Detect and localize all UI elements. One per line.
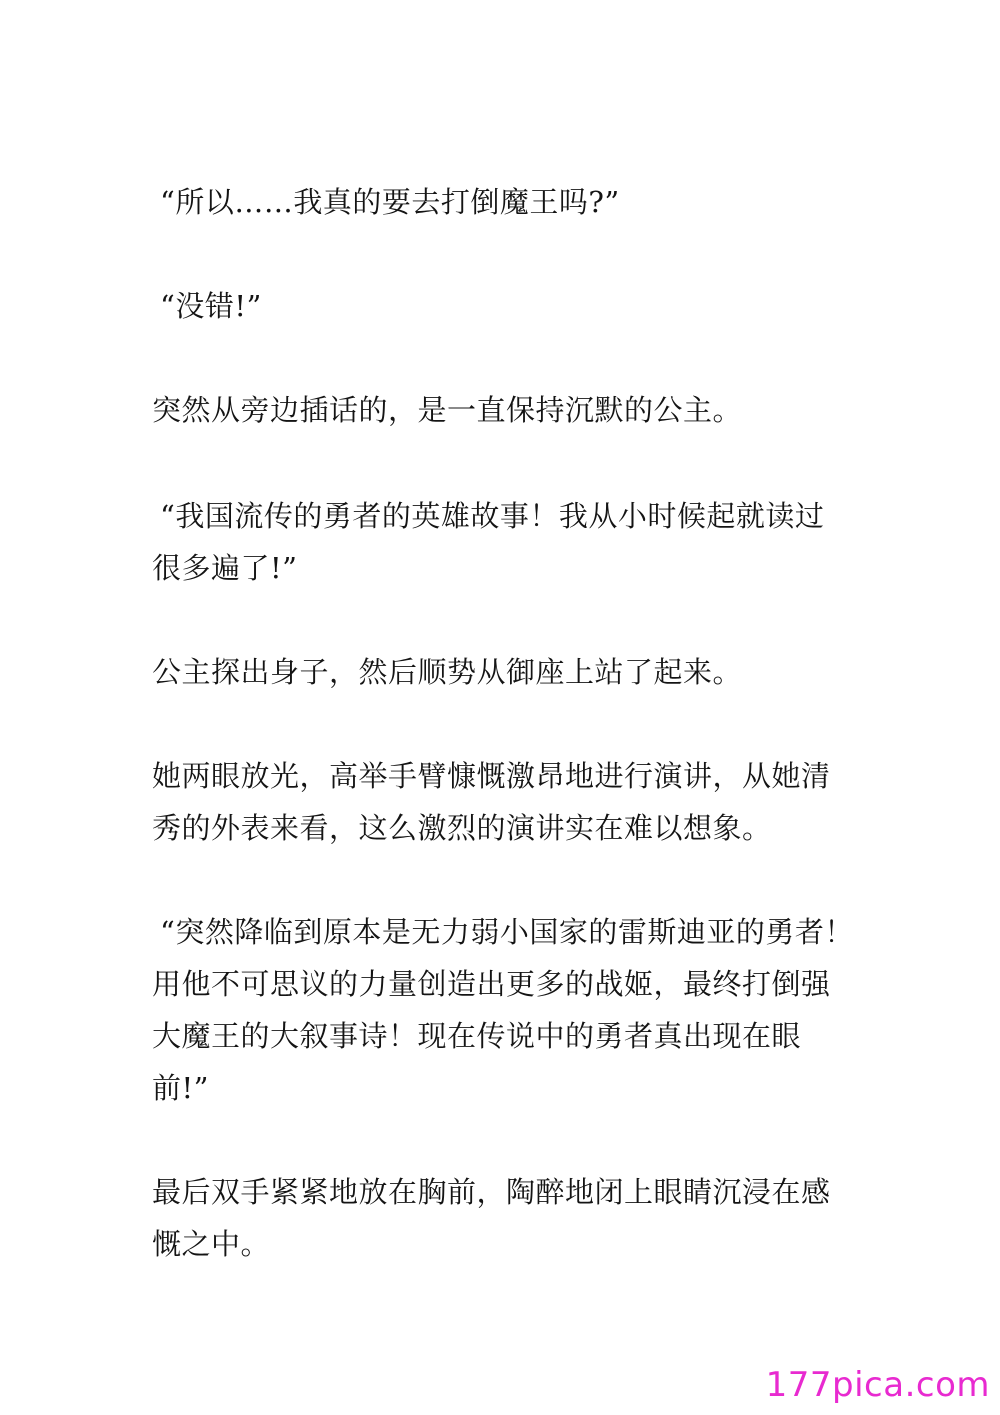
text-line: 大魔王的大叙事诗！现在传说中的勇者真出现在眼 xyxy=(152,1019,802,1053)
paragraph-8 xyxy=(152,1166,872,1270)
paragraph-1 xyxy=(160,176,880,228)
text-line: 公主探出身子，然后顺势从御座上站了起来。 xyxy=(152,655,743,689)
text-line: 最后双手紧紧地放在胸前，陶醉地闭上眼睛沉浸在感 xyxy=(152,1175,831,1209)
paragraph-3 xyxy=(152,384,872,436)
text-line: 突然从旁边插话的，是一直保持沉默的公主。 xyxy=(152,393,743,427)
paragraph-2 xyxy=(160,280,880,332)
text-line: “所以……我真的要去打倒魔王吗?” xyxy=(160,185,620,219)
site-watermark: 177pica.com xyxy=(765,1365,990,1405)
paragraph-6 xyxy=(152,750,872,854)
text-line: 用他不可思议的力量创造出更多的战姬，最终打倒强 xyxy=(152,967,831,1001)
text-line: “突然降临到原本是无力弱小国家的雷斯迪亚的勇者！ xyxy=(160,915,854,949)
text-line: 秀的外表来看，这么激烈的演讲实在难以想象。 xyxy=(152,811,772,845)
paragraph-7 xyxy=(152,906,880,1114)
text-line: 很多遍了!” xyxy=(152,551,298,585)
text-line: 她两眼放光，高举手臂慷慨激昂地进行演讲，从她清 xyxy=(152,759,831,793)
text-line: “我国流传的勇者的英雄故事！我从小时候起就读过 xyxy=(160,499,825,533)
text-line: “没错!” xyxy=(160,289,262,323)
text-line: 前!” xyxy=(152,1071,209,1105)
paragraph-4 xyxy=(152,490,880,594)
paragraph-5 xyxy=(152,646,872,698)
text-line: 慨之中。 xyxy=(152,1227,271,1261)
